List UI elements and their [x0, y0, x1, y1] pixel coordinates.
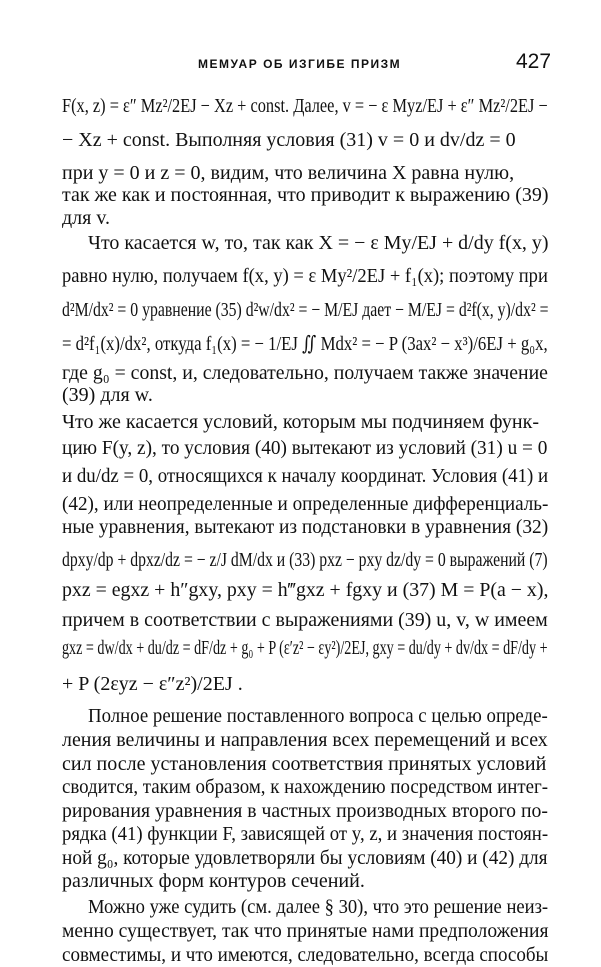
text-line: ной g₀, которые удовлетворяли бы условиям (40) и (42) для: [62, 847, 548, 869]
text-line: менно существует, так что принятые нами предположения: [62, 920, 549, 942]
text-line: gxz = dw/dx + du/dz = dF/dz + g₀ + P (ε′z² − εy²)/2EJ, gxy = du/dy + dv/dx = dF/dy +: [62, 637, 548, 659]
text-line: − Xz + const. Выполняя условия (31) v = 0 и dv/dz = 0: [62, 129, 516, 151]
text-line: (42), или неопределенные и определенные дифференциаль-: [62, 493, 549, 515]
text-line: Что касается w, то, так как X = − ε My/EJ + d/dy f(x, y): [88, 232, 549, 254]
text-line: рядка (41) функции F, зависящей от y, z, и значения постоян-: [62, 823, 549, 845]
text-line: dpxy/dp + dpxz/dz = − z/J dM/dx и (33) pxz − pxy dz/dy = 0 выражений (7): [62, 549, 548, 571]
text-line: равно нулю, получаем f(x, y) = ε My²/2EJ + f₁(x); поэтому при: [62, 265, 548, 287]
text-line: рирования уравнения в частных производных второго по-: [62, 800, 548, 822]
text-line: Можно уже судить (см. далее § 30), что это решение неиз-: [88, 896, 549, 918]
text-line: так же как и постоянная, что приводит к выражению (39): [62, 184, 549, 206]
text-line: (39) для w.: [62, 384, 153, 406]
text-line: при y = 0 и z = 0, видим, что величина X равна нулю,: [62, 162, 515, 184]
text-line: = d²f₁(x)/dx², откуда f₁(x) = − 1/EJ ∬ Mdx² = − P (3ax² − x³)/6EJ + g₀x,: [62, 333, 548, 355]
text-line: причем в соответствии с выражениями (39) u, v, w имеем: [62, 609, 548, 631]
text-line: различных форм контуров сечений.: [62, 870, 365, 892]
running-head-title: МЕМУАР ОБ ИЗГИБЕ ПРИЗМ: [198, 57, 402, 71]
text-line: Полное решение поставленного вопроса с целью опреде-: [88, 705, 548, 727]
page-number: 427: [516, 50, 552, 73]
text-line: и du/dz = 0, относящихся к началу координат. Условия (41) и: [62, 465, 549, 487]
text-line: ные уравнения, вытекают из подстановки в уравнения (32): [62, 516, 549, 538]
text-line: F(x, z) = ε″ Mz²/2EJ − Xz + const. Далее, v = − ε Myz/EJ + ε″ Mz²/2EJ −: [62, 95, 548, 117]
text-line: сил после установления соответствия принятых условий: [62, 753, 547, 775]
text-line: цию F(y, z), то условия (40) вытекают из условий (31) u = 0: [62, 437, 548, 459]
text-line: + P (2εyz − ε″z²)/2EJ .: [62, 673, 243, 695]
text-line: для v.: [62, 207, 111, 229]
text-line: d²M/dx² = 0 уравнение (35) d²w/dx² = − M/EJ дает − M/EJ = d²f(x, y)/dx² =: [62, 299, 549, 321]
text-line: ления величины и направления всех перемещений и всех: [62, 729, 548, 751]
text-line: где g₀ = const, и, следовательно, получаем также значение: [62, 362, 548, 384]
text-line: pxz = egxz + h″gxy, pxy = h‴gxz + fgxy и (37) M = P(a − x),: [62, 579, 549, 601]
text-line: совместимы, и что имеются, следовательно, всегда способы: [62, 944, 549, 966]
text-line: сводится, таким образом, к нахождению посредством интег-: [62, 776, 548, 798]
text-line: Что же касается условий, которым мы подчиняем функ-: [62, 411, 539, 433]
